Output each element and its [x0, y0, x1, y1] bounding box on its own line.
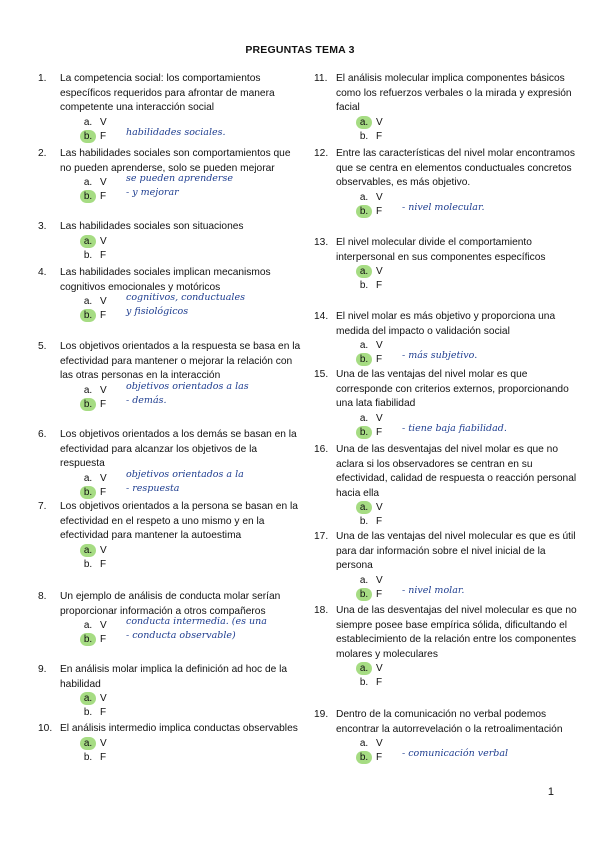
question-item: [314, 443, 579, 529]
question-number: 2.: [38, 148, 47, 159]
answer-options: [356, 501, 579, 529]
question-item: [314, 236, 579, 293]
question-text: Los objetivos orientados a la respuesta se basa en la efectividad para mantener o mejorar la relación con las otras personas en la interacción: [60, 341, 301, 382]
option-value: V: [376, 116, 383, 128]
question-text: Una de las ventajas del nivel molecular es que es útil para dar información sobre el nivel inicial de la persona: [336, 531, 576, 572]
option-letter: b.: [359, 516, 369, 528]
answer-option[interactable]: [356, 350, 579, 367]
handwritten-note: - nivel molecular.: [402, 201, 485, 213]
answer-option[interactable]: [80, 482, 303, 500]
question-item: [314, 368, 579, 440]
answer-options: [80, 544, 303, 572]
answer-options: [80, 737, 303, 765]
question-number: 14.: [314, 311, 329, 322]
highlighted-option-letter: b.: [356, 353, 372, 366]
highlighted-option-letter: a.: [80, 544, 96, 557]
question-text: Las habilidades sociales son situaciones: [60, 221, 244, 232]
handwritten-note: se pueden aprenderse: [126, 173, 233, 185]
answer-option[interactable]: [356, 265, 579, 279]
answer-option[interactable]: [80, 737, 303, 751]
question-text: Un ejemplo de análisis de conducta molar serían proporcionar información a otros compañeros: [60, 591, 281, 617]
question-text: El análisis intermedio implica conductas observables: [60, 723, 298, 734]
answer-option[interactable]: [356, 130, 579, 144]
option-letter: b.: [359, 280, 369, 292]
highlighted-option-letter: a.: [80, 692, 96, 705]
option-letter: a.: [359, 340, 369, 352]
handwritten-note: objetivos orientados a la: [126, 468, 244, 480]
question-text: Una de las ventajas del nivel molar es que corresponde con criterios externos, proporcionando una lata fiabilidad: [336, 369, 569, 410]
question-text: La competencia social: los comportamientos específicos requeridos para afrontar de manera competente una interacción social: [60, 73, 275, 114]
answer-options: [356, 662, 579, 690]
answer-options: [80, 116, 303, 144]
question-item: [38, 663, 303, 720]
question-item: [38, 340, 303, 412]
option-value: V: [100, 116, 107, 128]
highlighted-option-letter: b.: [80, 130, 96, 143]
option-value: V: [100, 693, 107, 705]
answer-options: [356, 116, 579, 144]
question-number: 3.: [38, 221, 47, 232]
option-value: F: [100, 707, 107, 719]
handwritten-note: - respuesta: [126, 482, 180, 494]
answer-option[interactable]: [356, 748, 579, 765]
question-item: [314, 72, 579, 144]
question-item: [314, 604, 579, 690]
answer-options: [356, 265, 579, 293]
option-value: F: [100, 398, 107, 410]
answer-option[interactable]: [356, 515, 579, 529]
answer-option[interactable]: [356, 422, 579, 440]
answer-option[interactable]: [356, 574, 579, 588]
answer-options: [356, 737, 579, 765]
answer-option[interactable]: [80, 630, 303, 647]
question-number: 15.: [314, 369, 329, 380]
question-number: 17.: [314, 531, 329, 542]
option-value: F: [100, 558, 107, 570]
highlighted-option-letter: b.: [80, 190, 96, 203]
answer-options: [80, 616, 303, 647]
question-item: [38, 428, 303, 500]
answer-options: [356, 191, 579, 219]
question-text: Los objetivos orientados a la persona se basan en la efectividad en el respeto a uno mismo y en la efectividad para mantener la autoestima: [60, 501, 298, 542]
highlighted-option-letter: a.: [356, 662, 372, 675]
handwritten-note: - comunicación verbal: [402, 748, 509, 760]
answer-options: [356, 412, 579, 440]
option-value: F: [100, 191, 107, 203]
question-text: El análisis molecular implica componentes básicos como los refuerzos verbales o la mirada y expresión facial: [336, 73, 572, 114]
option-value: V: [100, 296, 107, 308]
option-letter: a.: [83, 116, 93, 128]
question-item: [314, 147, 579, 219]
answer-options: [356, 574, 579, 602]
option-letter: b.: [359, 677, 369, 689]
highlighted-option-letter: a.: [356, 265, 372, 278]
highlighted-option-letter: b.: [80, 633, 96, 646]
option-letter: a.: [359, 574, 369, 586]
handwritten-note: - y mejorar: [126, 187, 179, 199]
option-value: F: [376, 588, 383, 600]
page-number: 1: [547, 786, 554, 798]
answer-options: [80, 292, 303, 323]
question-number: 18.: [314, 605, 329, 616]
answer-options: [80, 173, 303, 204]
handwritten-note: cognitivos, conductuales: [126, 292, 245, 304]
question-item: [38, 72, 303, 144]
option-value: F: [376, 426, 383, 438]
answer-option[interactable]: [80, 692, 303, 706]
highlighted-option-letter: b.: [80, 398, 96, 411]
option-letter: b.: [83, 558, 93, 570]
option-value: F: [100, 634, 107, 646]
highlighted-option-letter: b.: [356, 588, 372, 601]
answer-option[interactable]: [356, 201, 579, 219]
answer-options: [80, 235, 303, 263]
option-value: F: [376, 516, 383, 528]
option-letter: b.: [83, 707, 93, 719]
answer-option[interactable]: [80, 706, 303, 720]
handwritten-note: - conducta observable): [126, 630, 236, 642]
question-number: 19.: [314, 709, 329, 720]
option-letter: a.: [83, 472, 93, 484]
option-value: F: [376, 677, 383, 689]
question-number: 7.: [38, 501, 47, 512]
answer-option[interactable]: [356, 662, 579, 676]
answer-option[interactable]: [356, 279, 579, 293]
handwritten-note: objetivos orientados a las: [126, 380, 249, 392]
question-item: [314, 708, 579, 765]
question-number: 13.: [314, 237, 329, 248]
question-number: 10.: [38, 723, 53, 734]
highlighted-option-letter: b.: [80, 486, 96, 499]
option-value: V: [100, 384, 107, 396]
question-text: En análisis molar implica la definición ad hoc de la habilidad: [60, 664, 288, 690]
option-value: V: [376, 340, 383, 352]
answer-option[interactable]: [80, 235, 303, 249]
question-number: 1.: [38, 73, 47, 84]
option-letter: b.: [83, 249, 93, 261]
option-value: F: [376, 280, 383, 292]
answer-options: [80, 468, 303, 500]
question-number: 9.: [38, 664, 47, 675]
answer-options: [80, 692, 303, 720]
option-letter: a.: [359, 191, 369, 203]
highlighted-option-letter: a.: [356, 501, 372, 514]
highlighted-option-letter: a.: [80, 235, 96, 248]
answer-option[interactable]: [80, 380, 303, 398]
option-value: V: [100, 235, 107, 247]
question-number: 16.: [314, 444, 329, 455]
answer-option[interactable]: [356, 584, 579, 602]
question-item: [314, 310, 579, 367]
option-value: F: [100, 130, 107, 142]
answer-option[interactable]: [80, 558, 303, 572]
answer-option[interactable]: [356, 501, 579, 515]
question-number: 4.: [38, 267, 47, 278]
answer-option[interactable]: [356, 676, 579, 690]
answer-option[interactable]: [80, 126, 303, 144]
option-value: F: [100, 310, 107, 322]
handwritten-note: - tiene baja fiabilidad.: [402, 422, 507, 434]
highlighted-option-letter: b.: [80, 309, 96, 322]
option-letter: b.: [359, 130, 369, 142]
handwritten-note: habilidades sociales.: [126, 126, 226, 138]
question-item: [38, 590, 303, 647]
option-letter: b.: [83, 751, 93, 763]
question-text: Entre las características del nivel molar encontramos que se centra en elementos conductuales concretos observables, es más objetivo.: [336, 148, 575, 189]
option-value: V: [376, 738, 383, 750]
question-text: Las habilidades sociales implican mecanismos cognitivos emocionales y motóricos: [60, 267, 271, 293]
question-number: 8.: [38, 591, 47, 602]
question-number: 5.: [38, 341, 47, 352]
option-value: V: [376, 266, 383, 278]
handwritten-note: conducta intermedia. (es una: [126, 616, 267, 628]
option-letter: a.: [83, 620, 93, 632]
question-item: [38, 147, 303, 204]
option-value: V: [376, 412, 383, 424]
answer-options: [356, 339, 579, 367]
question-text: El nivel molecular divide el comportamiento interpersonal en sus componentes específicos: [336, 237, 546, 263]
option-value: V: [100, 620, 107, 632]
option-value: V: [376, 191, 383, 203]
answer-option[interactable]: [80, 249, 303, 263]
highlighted-option-letter: b.: [356, 426, 372, 439]
question-item: [38, 500, 303, 572]
option-letter: a.: [359, 738, 369, 750]
handwritten-note: - nivel molar.: [402, 584, 465, 596]
handwritten-note: y fisiológicos: [126, 306, 189, 318]
option-value: V: [100, 472, 107, 484]
option-value: F: [100, 486, 107, 498]
handwritten-note: - más subjetivo.: [402, 350, 478, 362]
answer-options: [80, 380, 303, 412]
answer-option[interactable]: [80, 544, 303, 558]
answer-option[interactable]: [356, 116, 579, 130]
answer-option[interactable]: [80, 394, 303, 412]
question-item: [38, 266, 303, 323]
question-number: 11.: [314, 73, 328, 84]
option-value: F: [376, 354, 383, 366]
option-value: F: [376, 752, 383, 764]
highlighted-option-letter: b.: [356, 205, 372, 218]
page-title: PREGUNTAS TEMA 3: [245, 44, 355, 56]
option-letter: a.: [83, 384, 93, 396]
option-value: V: [376, 663, 383, 675]
option-value: F: [376, 205, 383, 217]
answer-option[interactable]: [80, 187, 303, 204]
highlighted-option-letter: b.: [356, 751, 372, 764]
highlighted-option-letter: a.: [80, 737, 96, 750]
option-value: V: [376, 502, 383, 514]
question-number: 12.: [314, 148, 329, 159]
option-value: V: [100, 737, 107, 749]
answer-option[interactable]: [80, 751, 303, 765]
option-letter: a.: [83, 296, 93, 308]
highlighted-option-letter: a.: [356, 116, 372, 129]
option-value: V: [100, 177, 107, 189]
option-value: F: [376, 130, 383, 142]
handwritten-note: - demás.: [126, 394, 167, 406]
answer-option[interactable]: [80, 292, 303, 309]
question-text: Una de las desventajas del nivel molecular es que no siempre posee base empírica sólida, dificultando el establecimiento de la relación entre los componentes molares y moleculares: [336, 605, 577, 660]
question-number: 6.: [38, 429, 47, 440]
answer-option[interactable]: [80, 468, 303, 486]
answer-option[interactable]: [80, 306, 303, 323]
question-text: El nivel molar es más objetivo y proporciona una medida del impacto o validación social: [336, 311, 556, 337]
option-letter: a.: [359, 412, 369, 424]
option-value: V: [376, 574, 383, 586]
question-item: [38, 722, 303, 765]
question-text: Los objetivos orientados a los demás se basan en la efectividad para alcanzar los objetivos de la respuesta: [60, 429, 297, 470]
question-text: Dentro de la comunicación no verbal podemos encontrar la autorrevelación o la retroalimentación: [336, 709, 563, 735]
option-value: F: [100, 751, 107, 763]
question-item: [314, 530, 579, 602]
question-item: [38, 220, 303, 263]
question-text: Una de las desventajas del nivel molar es que no aclara si los observadores se centran en su efectividad, calidad de respuesta o reacción personal hacia ella: [336, 444, 577, 499]
option-value: V: [100, 544, 107, 556]
option-letter: a.: [83, 177, 93, 189]
option-value: F: [100, 249, 107, 261]
answer-option[interactable]: [80, 173, 303, 190]
question-text: Las habilidades sociales son comportamientos que no pueden aprenderse, solo se pueden mejorar: [60, 148, 291, 174]
